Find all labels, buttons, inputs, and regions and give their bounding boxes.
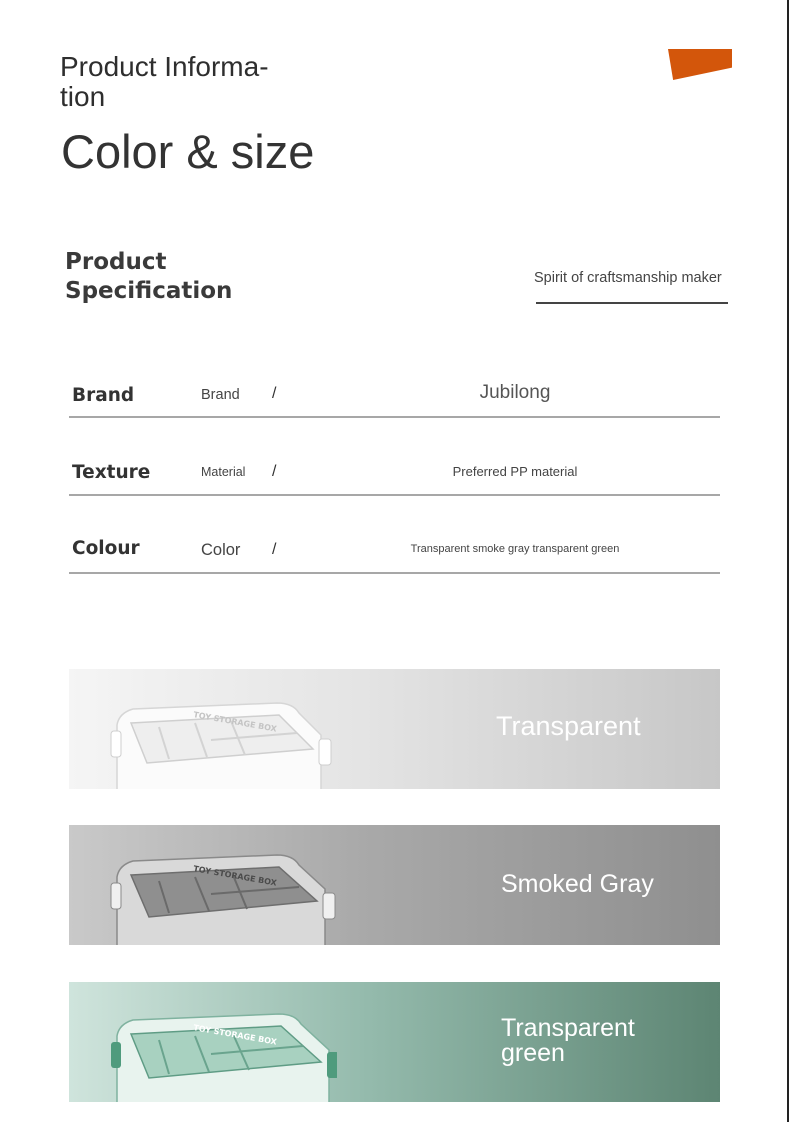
spec-heading-line2: Specification [65,278,233,304]
tagline-underline [536,302,728,304]
spec-heading-line1: Product [65,249,167,275]
orange-accent-tab [668,49,732,80]
page-title: Color & size [61,125,315,178]
spec-value: Preferred PP material [452,464,578,479]
page-edge-line [787,0,789,1122]
section-title: Product Informa- tion [60,51,269,112]
spec-row-colour [69,496,720,574]
color-banner-transparent [69,669,720,789]
color-banner-smoked-gray [69,825,720,945]
spec-value: Transparent smoke gray transparent green [410,543,620,555]
color-name: Transparent green [501,1014,635,1067]
storage-box-image [107,685,337,789]
spec-row-brand [69,340,720,418]
spec-sub-label: Material [201,465,246,479]
spec-label: Brand [72,385,135,406]
spec-heading [65,248,265,306]
storage-box-image [107,841,337,945]
box-lid-text: TOY STORAGE BOX [192,864,278,888]
storage-box-image [107,998,337,1102]
spec-sub-label: Color [201,541,241,559]
spec-slash: / [272,463,277,480]
box-lid-text: TOY STORAGE BOX [192,710,278,734]
color-name: Smoked Gray [501,870,654,898]
tagline: Spirit of craftsmanship maker [534,270,722,286]
spec-label: Colour [72,538,140,559]
color-banner-transparent-green [69,982,720,1102]
spec-label: Texture [72,462,151,483]
box-lid-text: TOY STORAGE BOX [192,1023,278,1047]
spec-row-texture [69,418,720,496]
row-divider [69,572,720,574]
spec-slash: / [272,541,277,558]
spec-slash: / [272,385,277,402]
color-name: Transparent [496,711,641,741]
spec-sub-label: Brand [201,387,240,403]
spec-value: Jubilong [479,382,551,403]
